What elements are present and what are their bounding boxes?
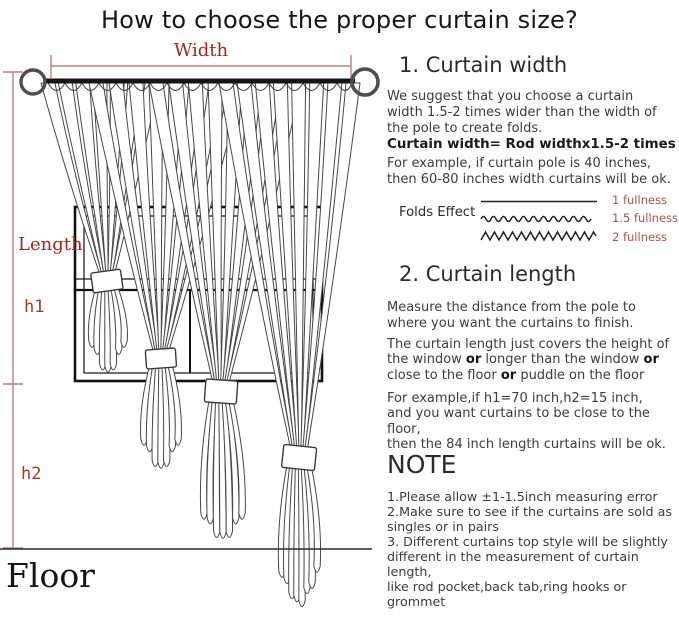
rod-ring-right [352,69,378,95]
length-option-text: The curtain length just covers the height of the window [387,337,670,368]
curtain-length-paragraph-1: Measure the distance from the pole to where you want the curtains to finish. [387,300,636,331]
curtain-length-paragraph-2 [387,337,671,383]
h1-dimension-label: h1 [24,297,45,317]
note-line: like rod pocket,back tab,ring hooks or grommet [387,579,627,609]
or-emphasis: or [643,352,659,368]
page-title: How to choose the proper curtain size? [101,6,578,34]
length-dimension-label: Length [18,234,83,255]
text-column [386,0,679,617]
curtain-length-example [387,391,679,452]
curtain-width-paragraph: We suggest that you choose a curtain width 1.5-2 times wider than the width of the pole to create folds. [387,89,657,136]
note-line: singles or in pairs [387,519,499,534]
length-option-text: close to the floor [387,367,501,383]
note-line: 2.Make sure to see if the curtains are sold as [387,504,673,519]
note-line: 3. Different curtains top style will be slightly [387,534,668,549]
section-curtain-length-heading: 2. Curtain length [399,262,577,286]
section-curtain-width-heading: 1. Curtain width [399,53,568,77]
curtain-width-example: For example, if curtain pole is 40 inches, then 60-80 inches width curtains will be ok. [387,156,671,187]
or-emphasis: or [465,352,482,368]
rod-ring-left [21,70,45,94]
fullness-2-line [479,229,603,245]
fullness-1-line [479,194,603,209]
fullness-1-caption: 1 fullness [612,193,668,207]
fullness-1-5-line [479,211,603,226]
or-emphasis: or [500,367,517,383]
length-option-text: puddle on the floor [516,367,645,383]
example-line: and you want curtains to be close to the floor, [387,406,650,437]
note-heading: NOTE [387,450,457,479]
curtain-panels [41,83,360,607]
example-line: then the 84 inch length curtains will be ok. [387,436,666,452]
note-list [387,489,679,609]
h2-dimension-label: h2 [21,464,42,484]
fullness-2-caption: 2 fullness [612,230,668,244]
note-line: different in the measurement of curtain length, [387,549,639,579]
length-option-text: longer than the window [481,352,644,368]
curtain-width-formula: Curtain width= Rod widthx1.5-2 times [387,137,676,152]
width-dimension-label: Width [173,40,229,61]
folds-effect-label: Folds Effect [399,205,476,220]
floor-label: Floor [6,556,95,595]
note-line: 1.Please allow ±1-1.5inch measuring error [387,489,658,504]
length-dimension-line [3,72,23,548]
example-line: For example,if h1=70 inch,h2=15 inch, [387,391,643,406]
fullness-1-5-caption: 1.5 fullness [612,211,679,225]
